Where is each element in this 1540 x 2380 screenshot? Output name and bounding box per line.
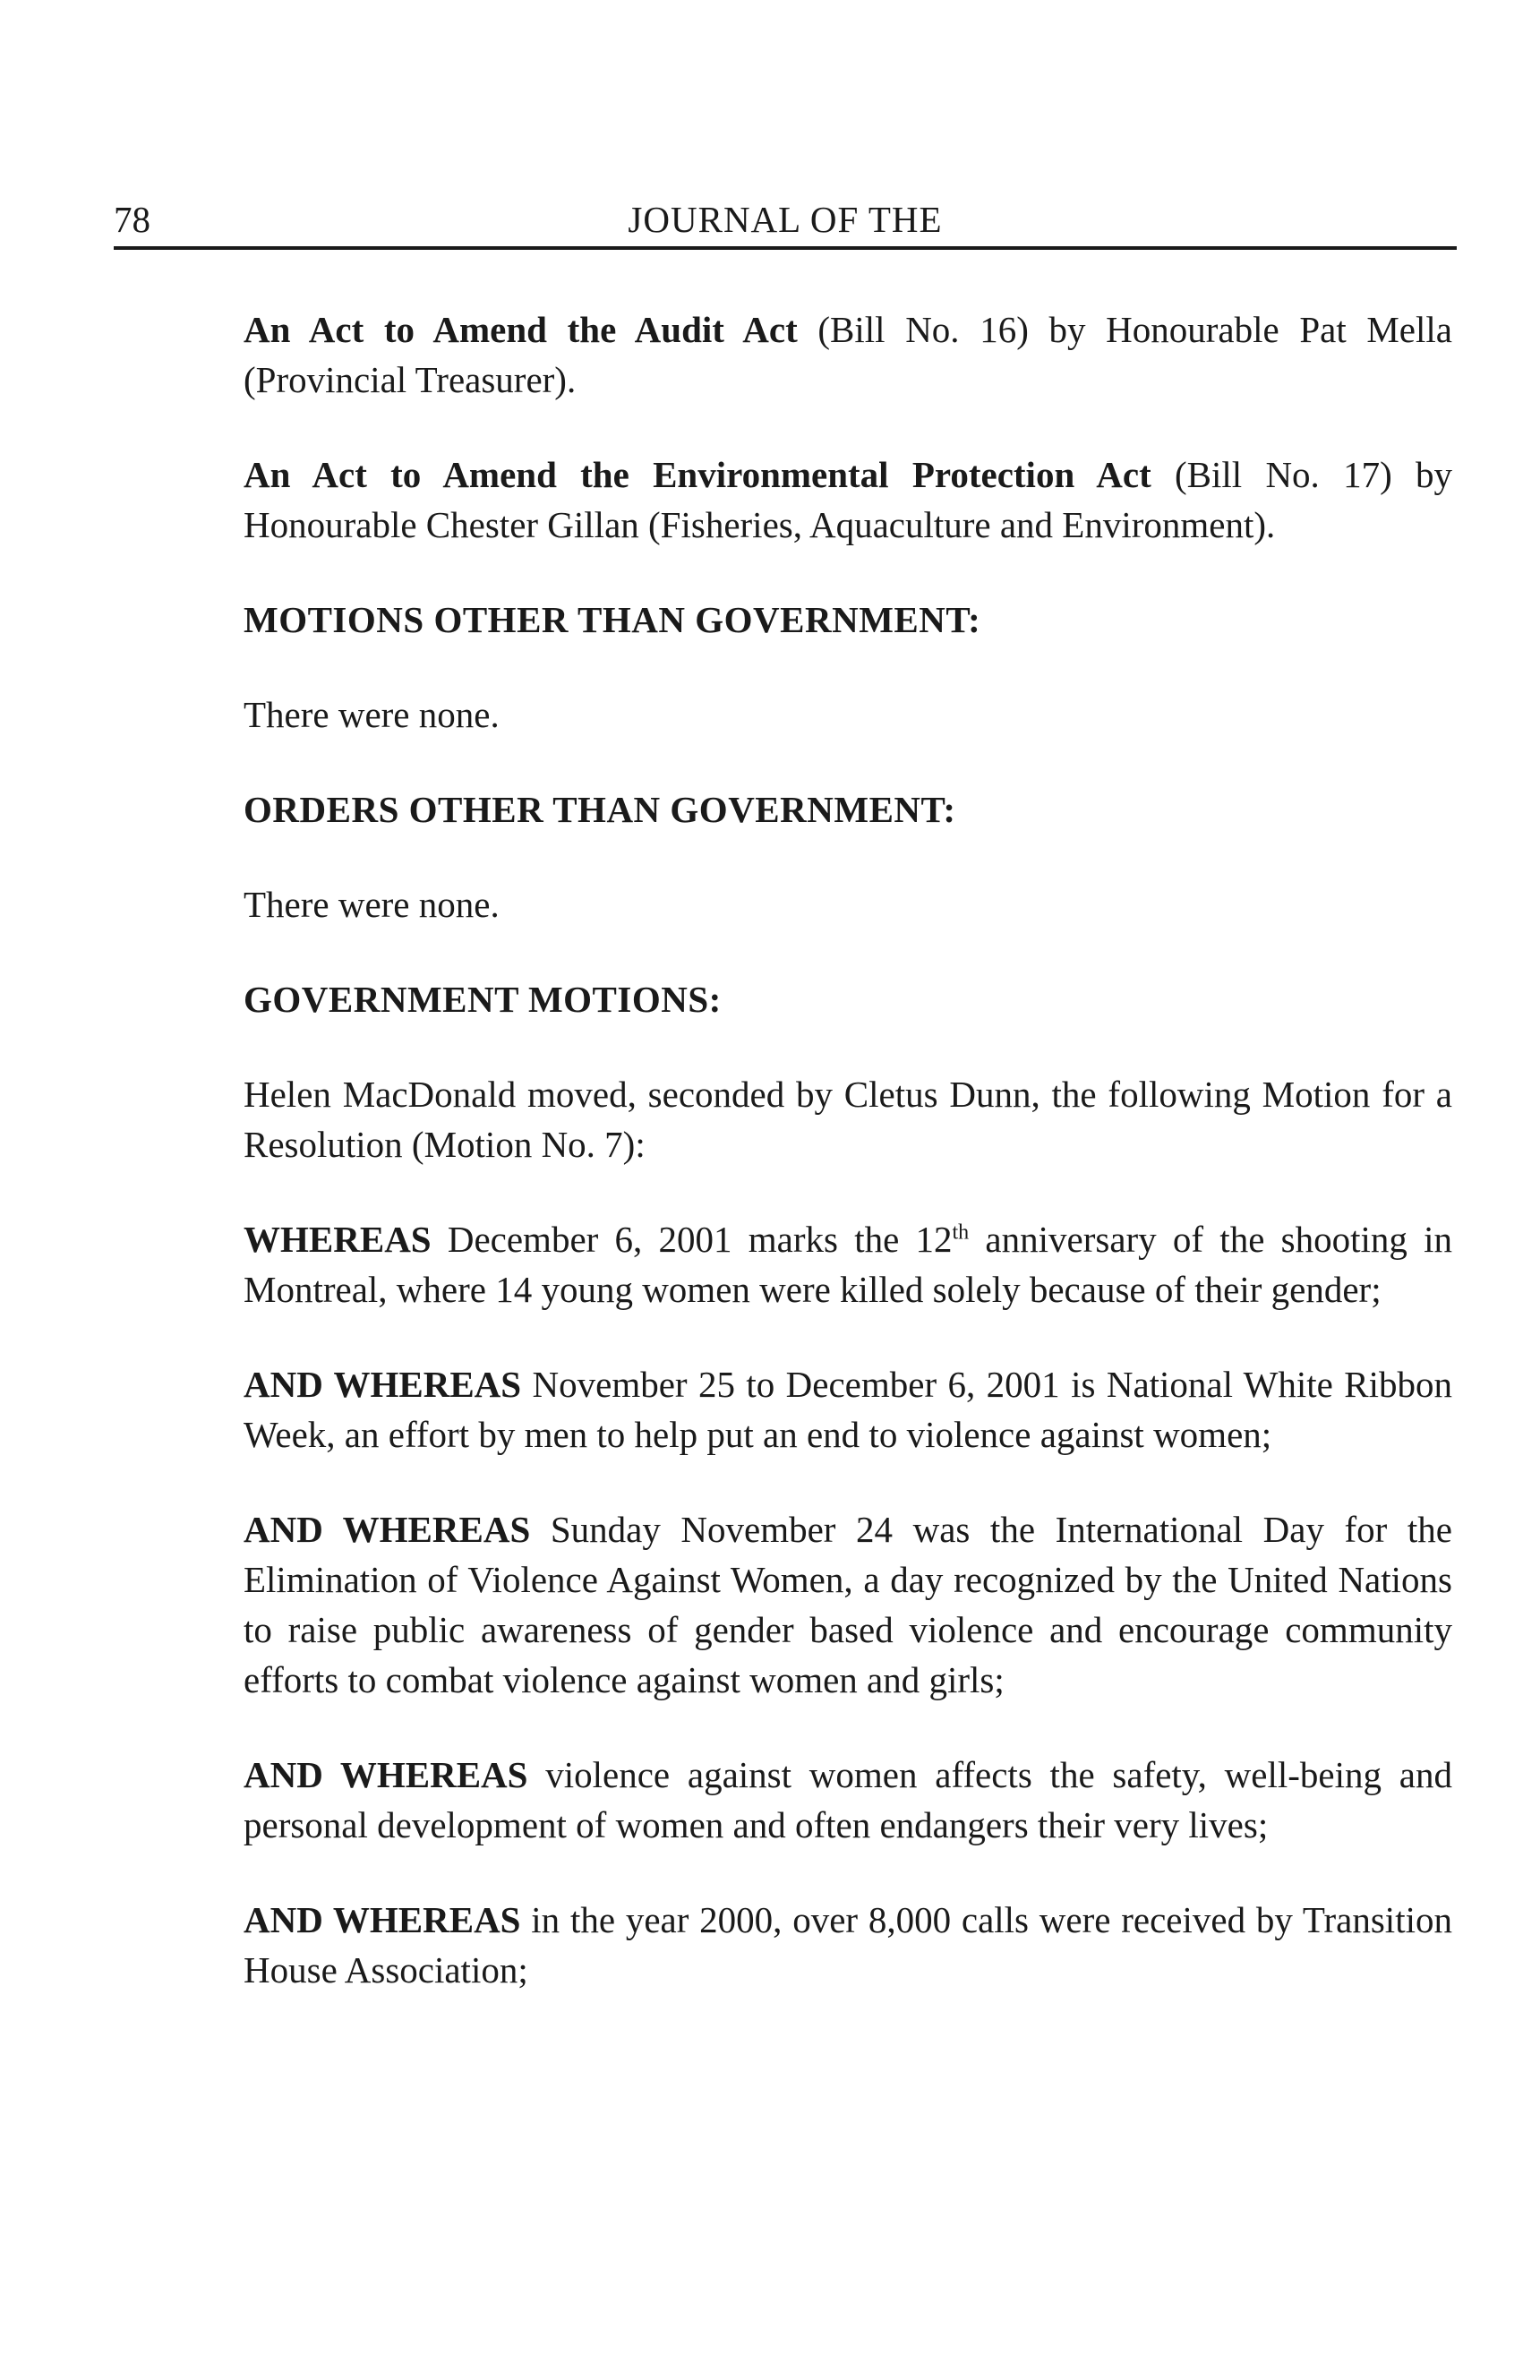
whereas-1-text-a: December 6, 2001 marks the 12 [431,1219,953,1260]
whereas-1-text-b: anniversary of the shooting in Montreal, where 14 young women were killed solely because of their gender; [244,1219,1452,1310]
bill-16-paragraph [244,304,1452,405]
page-number: 78 [114,199,150,240]
motions-other-heading: MOTIONS OTHER THAN GOVERNMENT: [244,599,981,640]
page-content [244,304,1452,2040]
government-motions-intro: Helen MacDonald moved, seconded by Cletus Dunn, the following Motion for a Resolution (Motion No. 7): [244,1074,1452,1165]
whereas-2-text: November 25 to December 6, 2001 is National White Ribbon Week, an effort by men to help put an end to violence against women; [244,1364,1452,1455]
whereas-1-lead: WHEREAS [244,1219,432,1260]
bill-16-title: An Act to Amend the Audit Act [244,309,798,350]
bill-17-detail: (Bill No. 17) by Honourable Chester Gillan (Fisheries, Aquaculture and Environment). [244,454,1452,545]
journal-title: JOURNAL OF THE [628,199,943,240]
whereas-4-text: violence against women affects the safety, well-being and personal development of women and often endangers their very lives; [244,1754,1452,1845]
government-motions-heading: GOVERNMENT MOTIONS: [244,979,722,1020]
running-head [114,193,1457,250]
whereas-5-text: in the year 2000, over 8,000 calls were received by Transition House Association; [244,1899,1452,1990]
bill-17-paragraph [244,449,1452,550]
whereas-clause-5 [244,1895,1452,1995]
orders-other-heading: ORDERS OTHER THAN GOVERNMENT: [244,789,956,830]
whereas-5-lead: AND WHEREAS [244,1899,521,1940]
orders-other-text: There were none. [244,884,500,925]
whereas-1-superscript: th [952,1220,970,1245]
whereas-2-lead: AND WHEREAS [244,1364,522,1405]
bill-17-title: An Act to Amend the Environmental Protection Act [244,454,1151,495]
whereas-clause-4 [244,1750,1452,1850]
whereas-3-lead: AND WHEREAS [244,1509,531,1550]
motions-other-text: There were none. [244,694,500,735]
bill-16-detail: (Bill No. 16) by Honourable Pat Mella (Provincial Treasurer). [244,309,1452,400]
whereas-3-text: Sunday November 24 was the International Day for the Elimination of Violence Against Women, a day recognized by the United Nations to raise public awareness of gender based violence and encourage community efforts to combat violence against women and girls; [244,1509,1452,1700]
whereas-clause-1 [244,1214,1452,1314]
whereas-clause-3 [244,1504,1452,1705]
whereas-clause-2 [244,1359,1452,1460]
whereas-4-lead: AND WHEREAS [244,1754,528,1795]
